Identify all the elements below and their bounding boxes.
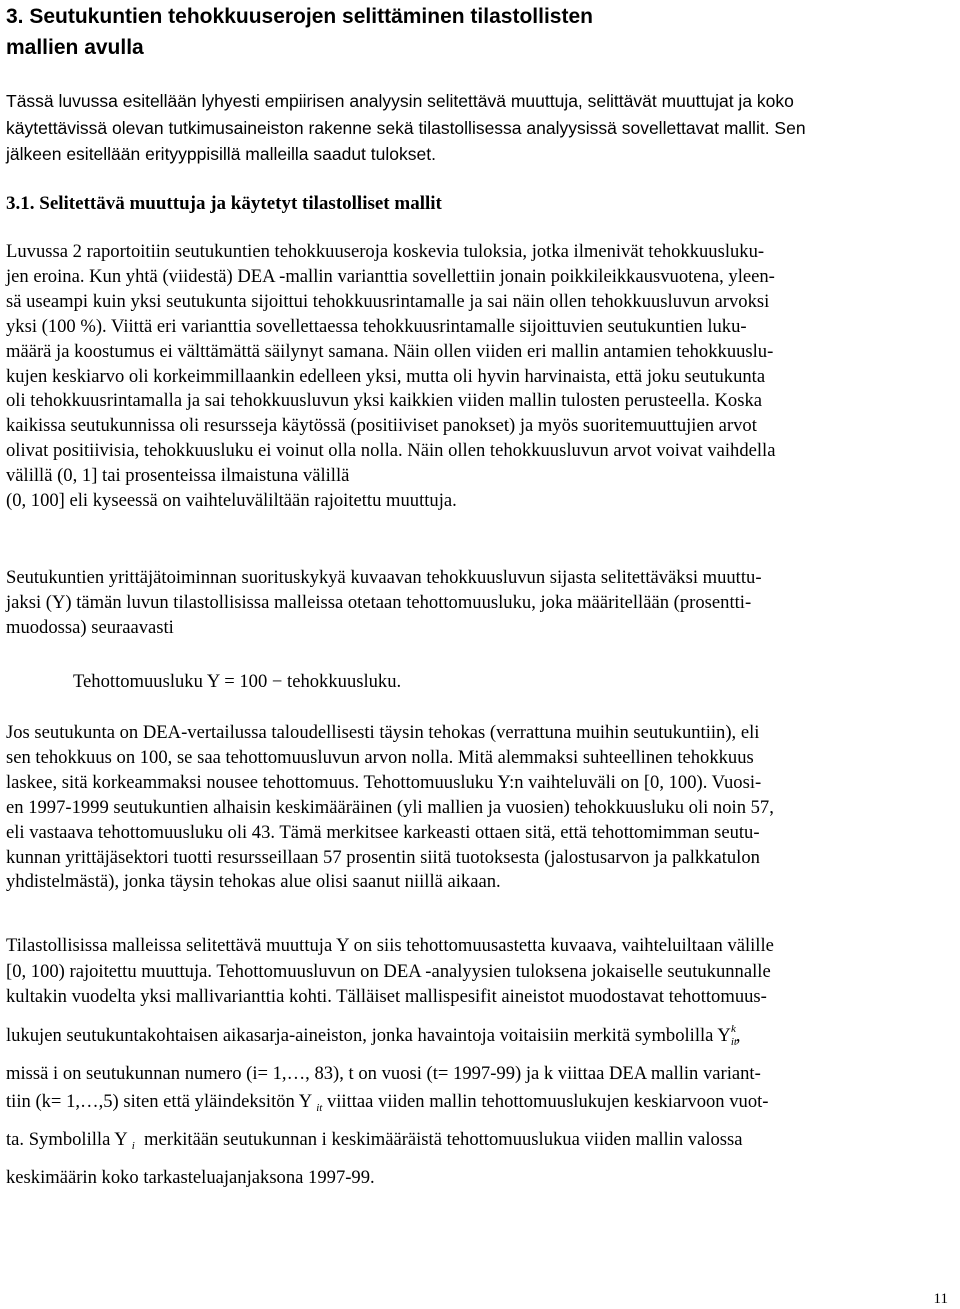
text-line: keskimäärin koko tarkasteluajanjaksona 1997-99. [6, 1167, 375, 1188]
text-line: kunnan yrittäjäsektori tuotti resursseillaan 57 prosentin siitä tuotoksesta (jalostusarvon ja palkkatulon [6, 846, 760, 868]
section-heading: 3.1. Selitettävä muuttuja ja käytetyt tilastolliset mallit [6, 193, 442, 214]
text-line: olivat positiivisia, tehokkuusluku ei voinut olla nolla. Näin ollen tehokkuusluvun arvot voivat vaihdella [6, 440, 776, 462]
text-line: kujen keskiarvo oli korkeimmillaankin edelleen yksi, mutta oli hyvin harvinaista, että joku seutukunta [6, 365, 766, 387]
symbol-subscript: i [131, 1140, 135, 1152]
text-line: [0, 100) rajoitettu muuttuja. Tehottomuusluvun on DEA -analyysien tuloksena jokaiselle seutukunnalle [6, 960, 771, 982]
text-line: kaikissa seutukunnissa oli resursseja käytössä (positiiviset panokset) ja myös suoritemuuttujien arvot [6, 415, 757, 437]
text-line: määrä ja koostumus ei välttämättä säilynyt samana. Näin ollen viiden eri mallin antamien tehokkuuslu- [6, 340, 774, 362]
symbol-subscript: it [730, 1035, 737, 1048]
symbol-superscript: k [730, 1022, 736, 1035]
text-fragment: , [735, 1024, 741, 1046]
body-paragraph-1 [6, 240, 954, 514]
intro-line: Tässä luvussa esitellään lyhyesti empiirisen analyysin selitettävä muuttuja, selittävät muuttujat ja koko [6, 91, 794, 111]
text-line: Seutukuntien yrittäjätoiminnan suorituskykyä kuvaavan tehokkuusluvun sijasta selitettäväksi muuttu- [6, 567, 762, 588]
text-line: yksi (100 %). Viittä eri varianttia sovellettaessa tehokkuusrintamalle sijoittuvien seutukuntien luku- [6, 315, 747, 337]
body-paragraph-2 [6, 566, 954, 641]
text-line: eli vastaava tehottomuusluku oli 43. Tämä merkitsee karkeasti ottaen sitä, että tehottomimman seutu- [6, 821, 760, 843]
text-line: yhdistelmästä), jonka täysin tehokas alue olisi saanut niillä aikaan. [6, 871, 501, 893]
text-fragment: merkitään seutukunnan i keskimääräistä tehottomuuslukua viiden mallin valossa [144, 1129, 743, 1150]
text-fragment: lukujen seutukuntakohtaisen aikasarja-aineiston, jonka havaintoja voitaisiin merkitä symbolilla Y [6, 1024, 731, 1046]
text-line: jen eroina. Kun yhtä (viidestä) DEA -mallin varianttia sovellettiin jonain poikkileikkausvuotena, yleen- [6, 265, 775, 287]
chapter-heading-line-1: 3. Seutukuntien tehokkuuserojen selittäminen tilastollisten [6, 5, 593, 28]
text-line: muodossa) seuraavasti [6, 616, 174, 638]
text-line: en 1997-1999 seutukuntien alhaisin keskimääräinen (yli mallien ja vuosien) tehokkuusluku oli noin 57, [6, 796, 774, 818]
body-paragraph-3 [6, 721, 954, 895]
intro-paragraph [6, 88, 956, 168]
text-line: kultakin vuodelta yksi mallivarianttia kohti. Tälläiset mallispesifit aineistot muodostavat tehottomuus- [6, 986, 767, 1007]
text-line-with-symbol [6, 1086, 954, 1124]
text-line: Luvussa 2 raportoitiin seutukuntien tehokkuuseroja koskevia tuloksia, jotka ilmenivät tehokkuusluku- [6, 241, 765, 262]
text-line-with-symbol [6, 1010, 954, 1061]
text-line: laskee, sitä korkeammaksi nousee tehottomuus. Tehottomuusluku Y:n vaihteluväli on [0, 100). Vuosi- [6, 771, 762, 793]
intro-line: jälkeen esitellään erityyppisillä malleilla saadut tulokset. [6, 144, 436, 164]
body-paragraph-4 [6, 933, 954, 1194]
text-line: Jos seutukunta on DEA-vertailussa taloudellisesti täysin tehokas (verrattuna muihin seutukuntiin), eli [6, 722, 760, 743]
text-fragment: ta. Symbolilla Y [6, 1129, 128, 1150]
text-line: sen tehokkuus on 100, se saa tehottomuusluvun arvon nolla. Mitä alemmaksi suhteellinen tehokkuus [6, 746, 754, 768]
text-line: missä i on seutukunnan numero (i= 1,…, 83), t on vuosi (t= 1997-99) ja k viittaa DEA mallin variant- [6, 1062, 761, 1084]
inefficiency-formula: Tehottomuusluku Y = 100 − tehokkuusluku. [73, 671, 402, 692]
page-number: 11 [933, 1291, 948, 1307]
text-fragment: tiin (k= 1,…,5) siten että yläindeksitön Y [6, 1091, 312, 1112]
text-line: välillä (0, 1] tai prosenteissa ilmaistuna välillä [6, 465, 350, 487]
intro-line: käytettävissä olevan tutkimusaineiston rakenne sekä tilastollisessa analyysissä sovellettavat mallit. Sen [6, 117, 806, 138]
symbol-subscript: it [316, 1102, 323, 1114]
text-line: jaksi (Y) tämän luvun tilastollisissa malleissa otetaan tehottomuusluku, joka määritellään (prosentti- [6, 591, 752, 613]
chapter-heading [6, 1, 946, 63]
text-line: oli tehokkuusrintamalla ja sai tehokkuusluvun yksi kaikkien viiden mallin tulosten perusteella. Koska [6, 390, 763, 412]
text-line: (0, 100] eli kyseessä on vaihteluväliltään rajoitettu muuttuja. [6, 490, 457, 512]
text-fragment: viittaa viiden mallin tehottomuuslukujen keskiarvoon vuot- [326, 1091, 769, 1112]
text-line-with-symbol [6, 1124, 954, 1162]
text-line: Tilastollisissa malleissa selitettävä muuttuja Y on siis tehottomuusastetta kuvaava, vaihteluiltaan välille [6, 935, 774, 956]
text-line: sä useampi kuin yksi seutukunta sijoittui tehokkuusrintamalle ja sai näin ollen tehokkuusluvun arvoksi [6, 290, 770, 312]
chapter-heading-line-2: mallien avulla [6, 36, 144, 59]
